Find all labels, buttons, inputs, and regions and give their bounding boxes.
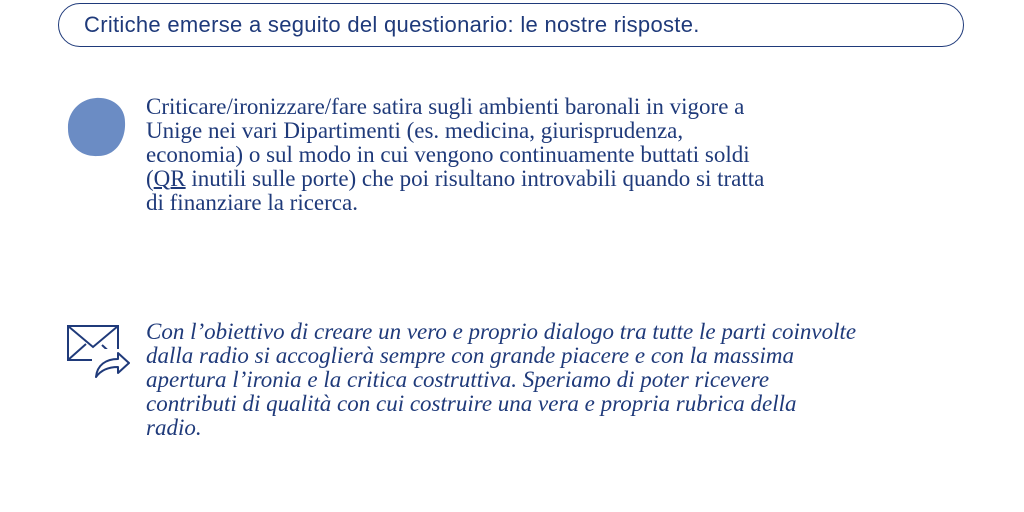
paragraph-line: Con l’obiettivo di creare un vero e proprio dialogo tra tutte le parti coinvolte — [146, 319, 857, 344]
paragraph-line: economia) o sul modo in cui vengono continuamente buttati soldi — [146, 142, 750, 167]
paragraph-line: contributi di qualità con cui costruire una vera e propria rubrica della — [146, 391, 797, 416]
paren-open: ( — [146, 166, 154, 191]
title-banner — [58, 3, 964, 47]
response-paragraph — [146, 320, 976, 440]
criticism-paragraph — [146, 95, 976, 215]
paragraph-line: Unige nei vari Dipartimenti (es. medicina, giurisprudenza, — [146, 118, 684, 143]
paragraph-line: di finanziare la ricerca. — [146, 190, 358, 215]
paragraph-line: radio. — [146, 415, 202, 440]
paragraph-line: Criticare/ironizzare/fare satira sugli ambienti baronali in vigore a — [146, 94, 745, 119]
paragraph-line: apertura l’ironia e la critica costruttiva. Speriamo di poter ricevere — [146, 367, 770, 392]
paragraph-line-rest: inutili sulle porte) che poi risultano introvabili quando si tratta — [191, 166, 765, 191]
qr-text: QR — [153, 166, 186, 191]
mail-forward-icon — [66, 323, 132, 381]
paragraph-line: dalla radio si accoglierà sempre con grande piacere e con la massima — [146, 343, 794, 368]
page-title: Critiche emerse a seguito del questionario: le nostre risposte. — [84, 12, 700, 37]
paragraph-line — [146, 167, 976, 191]
blob-bullet-icon — [65, 96, 127, 158]
